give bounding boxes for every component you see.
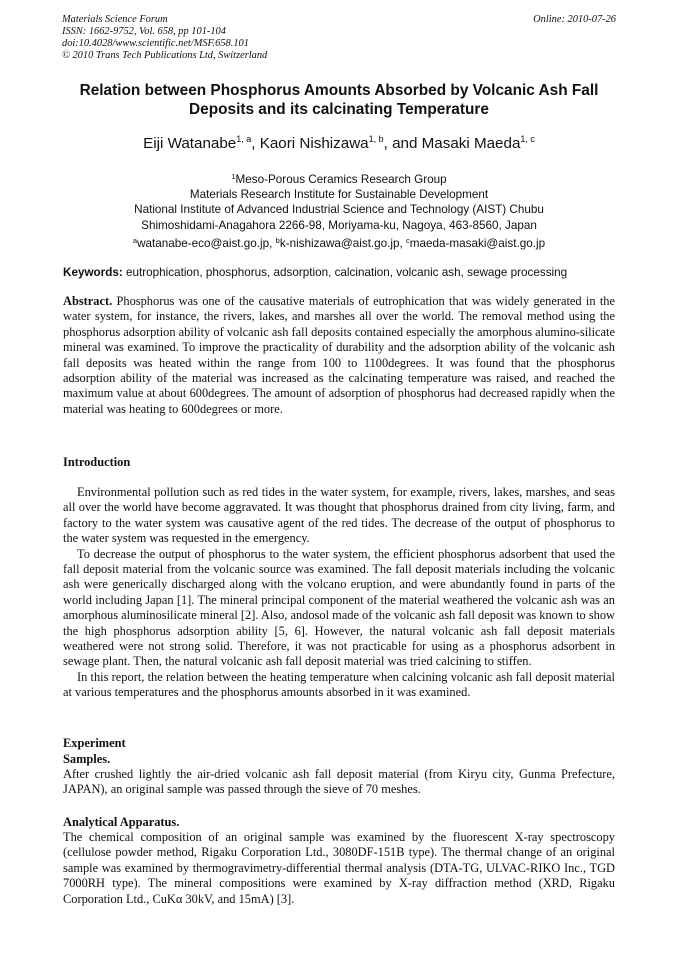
author-name: Eiji Watanabe	[143, 135, 237, 152]
email-mark: c	[406, 236, 410, 245]
introduction-heading: Introduction	[63, 455, 131, 469]
author-separator: ,	[251, 135, 260, 152]
affiliation-line-4: Shimoshidami-Anagahora 2266-98, Moriyama-ku, Nagoya, 463-8560, Japan	[141, 218, 537, 232]
journal-name: Materials Science Forum	[62, 14, 168, 25]
email-mark: a	[132, 236, 138, 245]
introduction-body	[63, 485, 615, 701]
author-separator: , and	[383, 135, 422, 152]
email-separator: ,	[399, 237, 407, 250]
abstract-label: Abstract.	[63, 294, 113, 308]
keywords-text: eutrophication, phosphorus, adsorption, calcination, volcanic ash, sewage processing	[122, 266, 568, 279]
samples-text: After crushed lightly the air-dried volcanic ash fall deposit material (from Kiryu city, Gunma Prefecture, JAPAN), an original sample was passed through the sieve of 70 meshes.	[63, 767, 615, 797]
keywords	[63, 265, 615, 280]
journal-header	[62, 14, 616, 62]
journal-doi: doi:10.4028/www.scientific.net/MSF.658.101	[62, 38, 249, 49]
abstract-text: Phosphorus was one of the causative materials of eutrophication that was widely generated in the water system, for instance, the rivers, lakes, and marshes all over the world. The removal method using the phosphorus adsorption ability of volcanic ash fall deposits contained especially the amorphous alumino-silicate mineral was examined. To improve the practicality of durability and the adsorption ability of the volcanic ash fall deposits was heated within the range from 100 to 1100degrees. It was found that the phosphorus adsorption ability of the material was increased as the calcinating temperature was raised, and reached the maximum value at about 600degrees. The amount of adsorption of phosphorus had decreased rapidly when the material was heating to 600degrees or more.	[63, 294, 615, 416]
journal-copyright: © 2010 Trans Tech Publications Ltd, Switzerland	[62, 50, 268, 61]
introduction-paragraph-1: Environmental pollution such as red tides in the water system, for example, rivers, lakes, marshes, and seas all over the world have become aggravated. It was thought that phosphorus drained from city living, farm, and factory to the water system was causative agent of the red tides. The decrease of the output of phosphorus to the water system was requested in the emergency.	[63, 485, 615, 546]
analytical-apparatus-heading: Analytical Apparatus.	[63, 815, 180, 829]
keywords-label: Keywords:	[63, 266, 123, 279]
abstract	[63, 294, 615, 417]
author-affiliation-mark: 1, c	[520, 134, 535, 144]
email-address[interactable]: k-nishizawa@aist.go.jp	[279, 237, 400, 250]
author-affiliation-mark: 1, b	[368, 134, 384, 144]
email-mark: b	[275, 236, 280, 245]
online-date: Online: 2010-07-26	[533, 14, 616, 25]
email-list	[40, 236, 638, 251]
affiliation-line-2: Materials Research Institute for Sustainable Development	[189, 188, 489, 202]
analytical-apparatus-text: The chemical composition of an original sample was examined by the fluorescent X-ray spectroscopy (cellulose powder method, Rigaku Corporation Ltd., 3080DF-151B type). The thermal change of an original sample was examined by thermogravimetry-differential thermal analysis (DTA-TG, ULVAC-RIKO Inc., TGD 7000RH type). The mineral compositions were examined by X-ray diffraction method (XRD, Rigaku Corporation Ltd., CuKα 30kV, and 15mA) [3].	[63, 830, 615, 906]
introduction-paragraph-3: In this report, the relation between the heating temperature when calcining volcanic ash fall deposit material at various temperatures and the phosphorus amounts absorbed in it was examined.	[63, 669, 615, 700]
samples-heading: Samples.	[63, 752, 111, 766]
journal-issn: ISSN: 1662-9752, Vol. 658, pp 101-104	[62, 26, 226, 37]
paper-title	[40, 81, 638, 119]
author-name: Kaori Nishizawa	[259, 135, 369, 152]
title-line-2: Deposits and its calcinating Temperature	[189, 101, 489, 118]
email-address[interactable]: watanabe-eco@aist.go.jp	[137, 237, 270, 250]
author-list	[40, 134, 638, 154]
email-separator: ,	[269, 237, 276, 250]
affiliation-line-3: National Institute of Advanced Industrial Science and Technology (AIST) Chubu	[134, 203, 544, 217]
affiliation-block	[40, 172, 638, 233]
affiliation-line-1: $^1$Meso-Porous Ceramics Research Group	[231, 172, 447, 186]
experiment-heading: Experiment	[63, 736, 126, 750]
affiliation-mark: 1	[231, 172, 236, 181]
title-line-1: Relation between Phosphorus Amounts Absorbed by Volcanic Ash Fall	[79, 82, 599, 99]
author-name: Masaki Maeda	[421, 135, 521, 152]
introduction-paragraph-2: To decrease the output of phosphorus to the water system, the efficient phosphorus adsorbent that used the fall deposit material from the volcanic source was examined. The fall deposit materials including the volcanic ash were generically discharged along with the volcano eruption, and were abundantly found in parts of the world including Japan [1]. The mineral principal component of the material weathered the volcanic ash was an amorphous aluminosilicate mineral [2]. Also, andosol made of the volcanic ash fall deposit was known to show the high phosphorus adsorption ability [5, 6]. However, the natural volcanic ash fall deposit materials weathered were not strong solid. Therefore, it was not practicable for using as a phosphorus adsorbent in sewage plant. Then, the natural volcanic ash fall deposit material was tried calcining to stiffen.	[63, 546, 615, 669]
author-affiliation-mark: 1, a	[236, 134, 252, 144]
email-address[interactable]: maeda-masaki@aist.go.jp	[409, 237, 546, 250]
